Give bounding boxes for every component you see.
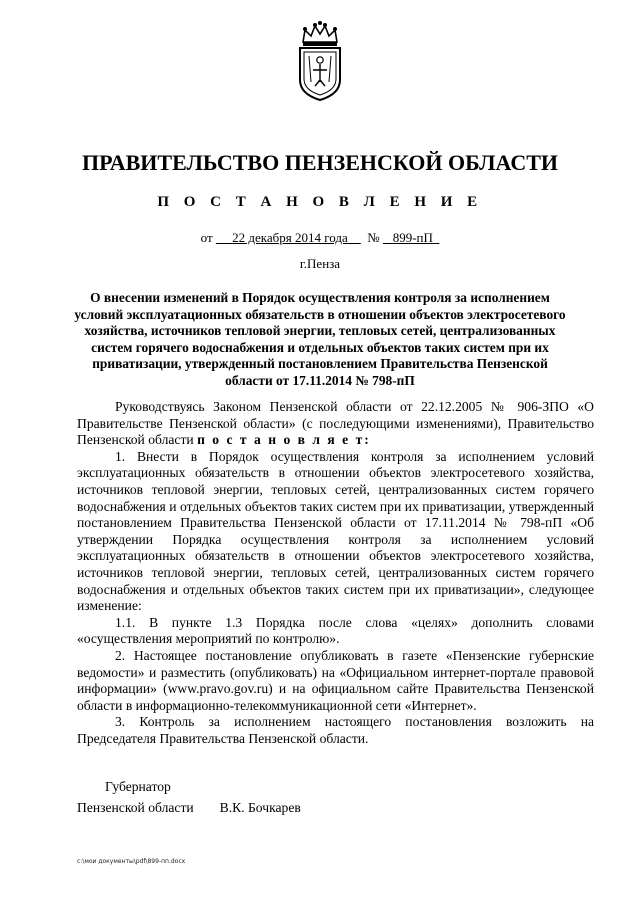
file-path-footer: c:\мои документы\pdf\899-пп.docx	[77, 858, 186, 865]
date-prefix: от	[200, 230, 213, 245]
resolves-word: п о с т а н о в л я е т:	[197, 432, 371, 448]
document-heading: О внесении изменений в Порядок осуществления контроля за исполнением условий эксплуатационных обязательств в отношении объектов электросетевого хозяйства, источников тепловой энергии, тепловых сетей, централизованных систем горячего водоснабжения и отдельных объектов таких систем при их приватизации, утвержденный постановлением Правительства Пензенской области от 17.11.2014 № 798-пП	[74, 290, 566, 388]
number-prefix: №	[367, 230, 380, 245]
document-body	[77, 399, 594, 747]
signatory-name: В.К. Бочкарев	[219, 800, 301, 815]
intro-paragraph: Руководствуясь Законом Пензенской области от 22.12.2005 № 906-ЗПО «О Правительстве Пензенской области» (с последующими изменениями), Правительство Пензенской области п о с т а н о в л я е т:	[77, 399, 594, 448]
coat-of-arms-icon	[293, 20, 347, 102]
document-number: 899-пП	[392, 230, 433, 245]
document-type: П О С Т А Н О В Л Е Н И Е	[157, 194, 483, 210]
date-number-line	[0, 230, 640, 246]
paragraph-1-1: 1.1. В пункте 1.3 Порядка после слова «целях» дополнить словами «осуществления мероприятий по контролю».	[77, 614, 594, 647]
city: г.Пенза	[299, 256, 341, 271]
signature-title-line2: Пензенской области В.К. Бочкарев	[77, 800, 301, 815]
signature-block	[77, 776, 301, 818]
paragraph-3: 3. Контроль за исполнением настоящего постановления возложить на Председателя Правительства Пензенской области.	[77, 714, 594, 746]
document-date: 22 декабря 2014 года	[232, 230, 348, 245]
signature-title-line1: Губернатор	[105, 779, 171, 794]
paragraph-1: 1. Внести в Порядок осуществления контроля за исполнением условий эксплуатационных обязательств в отношении объектов электросетевого хозяйства, источников тепловой энергии, тепловых сетей, централизованных систем горячего водоснабжения и отдельных объектов таких систем при их приватизации, утвержденный постановлением Правительства Пензенской области от 17.11.2014 № 798-пП «Об утверждении Порядка осуществления контроля за исполнением условий эксплуатационных обязательств в отношении объектов электросетевого хозяйства, источников тепловой энергии, тепловых сетей, централизованных систем горячего водоснабжения и отдельных объектов таких систем при их приватизации», следующее изменение:	[77, 448, 594, 614]
paragraph-2: 2. Настоящее постановление опубликовать в газете «Пензенские губернские ведомости» и разместить (опубликовать) на «Официальном интернет-портале правовой информации» (www.pravo.gov.ru) и на официальном сайте Правительства Пензенской области в информационно-телекоммуникационной сети «Интернет».	[77, 647, 594, 713]
government-title: ПРАВИТЕЛЬСТВО ПЕНЗЕНСКОЙ ОБЛАСТИ	[82, 150, 558, 175]
